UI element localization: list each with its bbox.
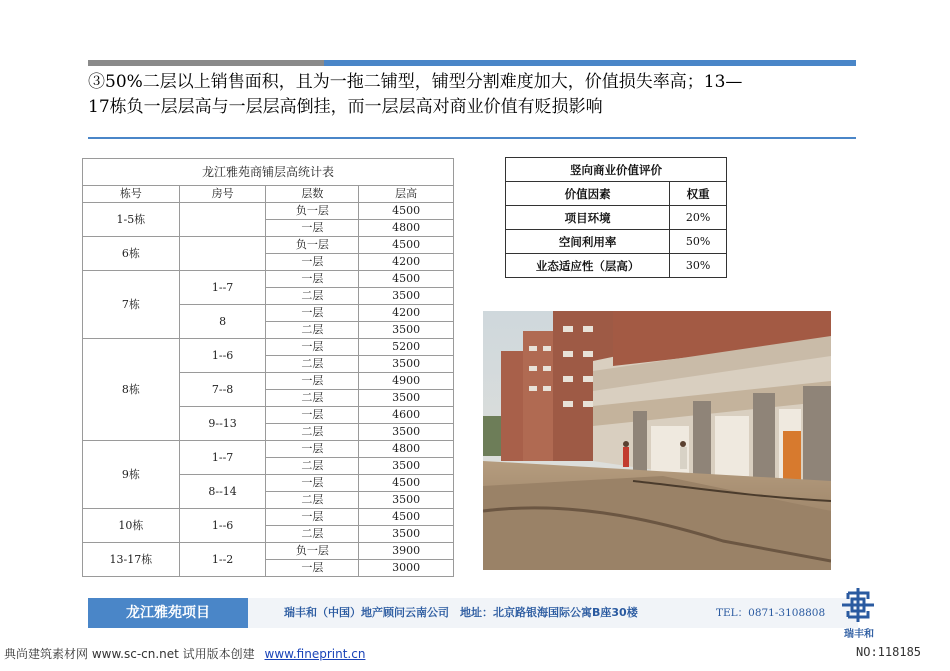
height-cell: 3500 <box>359 424 454 441</box>
height-cell: 3500 <box>359 390 454 407</box>
building-cell: 6栋 <box>83 237 180 271</box>
col-header-building: 栋号 <box>83 186 180 203</box>
footer-tel: TEL：0871-3108808 <box>716 607 826 619</box>
height-cell: 4500 <box>359 271 454 288</box>
value-header-factor: 价值因素 <box>506 182 670 206</box>
building-cell: 7栋 <box>83 271 180 339</box>
height-cell: 3000 <box>359 560 454 577</box>
room-cell: 1--7 <box>179 271 266 305</box>
floor-cell: 一层 <box>266 475 359 492</box>
height-cell: 4800 <box>359 441 454 458</box>
header-bar-gray <box>88 60 324 66</box>
table-row <box>83 237 454 254</box>
table-row <box>506 206 727 230</box>
col-header-height: 层高 <box>359 186 454 203</box>
room-cell: 1--2 <box>179 543 266 577</box>
weight-cell: 20% <box>670 206 727 230</box>
floor-cell: 一层 <box>266 305 359 322</box>
watermark-left <box>4 645 365 662</box>
room-cell: 1--6 <box>179 509 266 543</box>
floor-cell: 二层 <box>266 322 359 339</box>
heading-line-2: 17栋负一层层高与一层层高倒挂，而一层层高对商业价值有贬损影响 <box>88 97 603 117</box>
building-cell: 8栋 <box>83 339 180 441</box>
value-evaluation-table <box>505 157 727 278</box>
floor-cell: 二层 <box>266 526 359 543</box>
company-logo-text: 瑞丰和 <box>844 629 874 640</box>
watermark-link[interactable]: www.fineprint.cn <box>264 647 366 661</box>
floor-cell: 负一层 <box>266 543 359 560</box>
height-cell: 5200 <box>359 339 454 356</box>
room-cell: 1--7 <box>179 441 266 475</box>
table-row <box>506 254 727 278</box>
value-header-weight: 权重 <box>670 182 727 206</box>
height-cell: 3500 <box>359 288 454 305</box>
factor-cell: 业态适应性（层高） <box>506 254 670 278</box>
table-row <box>83 339 454 356</box>
heading-line-1: ③50%二层以上销售面积，且为一拖二铺型，铺型分割难度加大，价值损失率高；13— <box>88 72 743 92</box>
footer-company-address: 瑞丰和（中国）地产顾问云南公司 地址：北京路银海国际公寓B座30楼 <box>284 606 638 619</box>
floor-cell: 二层 <box>266 390 359 407</box>
floor-cell: 二层 <box>266 458 359 475</box>
building-cell: 13-17栋 <box>83 543 180 577</box>
value-table-title: 竖向商业价值评价 <box>506 158 727 182</box>
height-cell: 3500 <box>359 492 454 509</box>
floor-cell: 一层 <box>266 509 359 526</box>
floor-cell: 负一层 <box>266 237 359 254</box>
building-cell: 1-5栋 <box>83 203 180 237</box>
height-cell: 4200 <box>359 254 454 271</box>
height-cell: 3500 <box>359 458 454 475</box>
room-cell: 7--8 <box>179 373 266 407</box>
room-cell: 8--14 <box>179 475 266 509</box>
floor-cell: 一层 <box>266 560 359 577</box>
height-cell: 4500 <box>359 475 454 492</box>
table-header-row <box>83 186 454 203</box>
height-cell: 4900 <box>359 373 454 390</box>
table-row <box>83 271 454 288</box>
room-cell: 8 <box>179 305 266 339</box>
table-row <box>83 441 454 458</box>
room-cell: 9--13 <box>179 407 266 441</box>
floor-cell: 一层 <box>266 254 359 271</box>
floor-height-table <box>82 158 454 577</box>
height-cell: 4800 <box>359 220 454 237</box>
weight-cell: 30% <box>670 254 727 278</box>
height-cell: 4500 <box>359 203 454 220</box>
floor-cell: 一层 <box>266 339 359 356</box>
heading-rule <box>88 137 856 139</box>
floor-cell: 一层 <box>266 220 359 237</box>
floor-cell: 二层 <box>266 492 359 509</box>
floor-cell: 一层 <box>266 407 359 424</box>
table-row <box>83 543 454 560</box>
height-cell: 3500 <box>359 322 454 339</box>
table-caption: 龙江雅苑商铺层高统计表 <box>83 159 454 186</box>
watermark-number: NO:118185 <box>856 645 922 659</box>
table-row <box>83 203 454 220</box>
building-cell: 9栋 <box>83 441 180 509</box>
header-bar-blue <box>324 60 856 66</box>
floor-cell: 一层 <box>266 271 359 288</box>
watermark-text: 典尚建筑素材网 www.sc-cn.net 试用版本创建 <box>4 647 255 661</box>
height-cell: 4200 <box>359 305 454 322</box>
table-row <box>506 230 727 254</box>
col-header-floor: 层数 <box>266 186 359 203</box>
building-cell: 10栋 <box>83 509 180 543</box>
height-cell: 3900 <box>359 543 454 560</box>
height-cell: 4600 <box>359 407 454 424</box>
page-heading <box>88 70 868 120</box>
floor-cell: 二层 <box>266 356 359 373</box>
weight-cell: 50% <box>670 230 727 254</box>
col-header-room: 房号 <box>179 186 266 203</box>
factor-cell: 项目环境 <box>506 206 670 230</box>
floor-cell: 二层 <box>266 424 359 441</box>
room-cell: 1--6 <box>179 339 266 373</box>
table-row <box>83 509 454 526</box>
floor-cell: 一层 <box>266 373 359 390</box>
floor-cell: 负一层 <box>266 203 359 220</box>
height-cell: 4500 <box>359 237 454 254</box>
room-cell-empty <box>179 203 266 237</box>
construction-site-photo <box>483 311 831 570</box>
floor-cell: 一层 <box>266 441 359 458</box>
height-cell: 3500 <box>359 356 454 373</box>
room-cell-empty <box>179 237 266 271</box>
factor-cell: 空间利用率 <box>506 230 670 254</box>
height-cell: 4500 <box>359 509 454 526</box>
footer-project-label: 龙江雅苑项目 <box>88 598 248 628</box>
height-cell: 3500 <box>359 526 454 543</box>
floor-cell: 二层 <box>266 288 359 305</box>
